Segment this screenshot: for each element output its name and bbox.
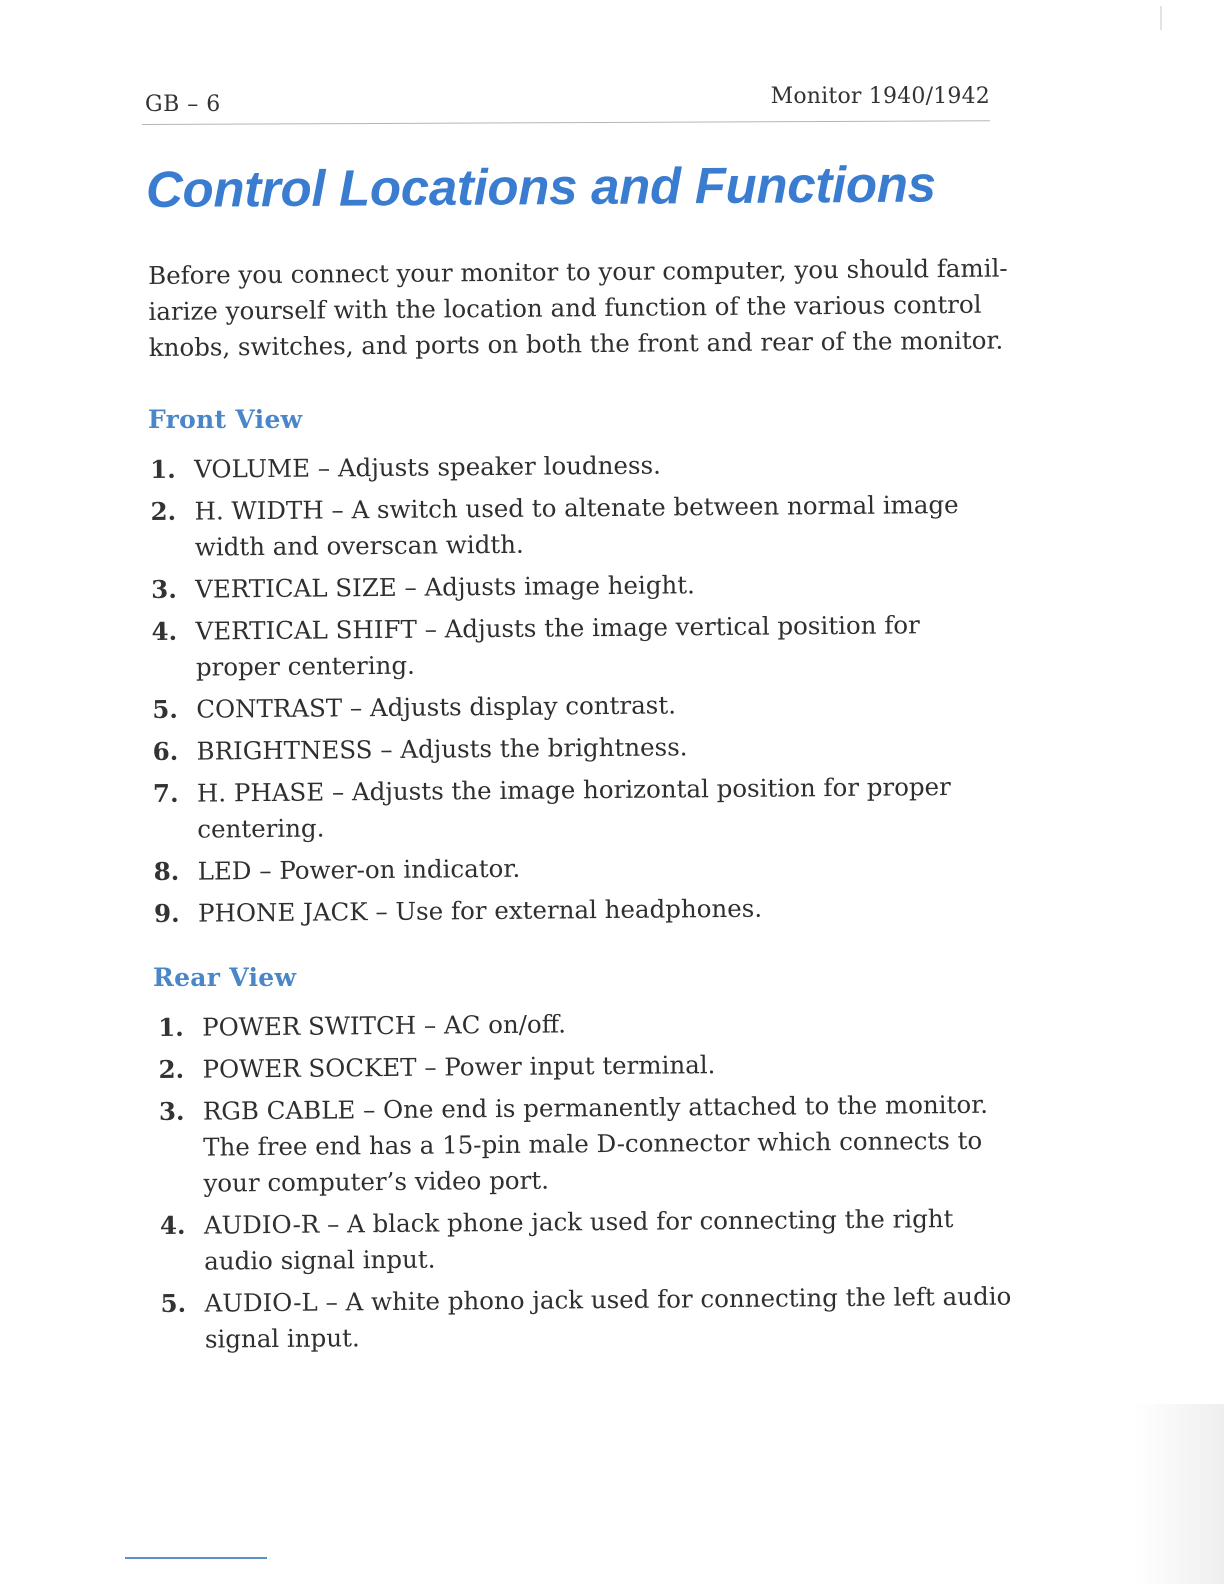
item-number: 6. bbox=[152, 736, 179, 766]
item-text: PHONE JACK – Use for external headphones. bbox=[197, 893, 763, 928]
list-item bbox=[158, 1044, 1018, 1088]
item-text: The free end has a 15-pin male D-connector which connects to bbox=[203, 1125, 983, 1162]
item-text: signal input. bbox=[204, 1323, 360, 1354]
item-text: CONTRAST – Adjusts display contrast. bbox=[196, 690, 677, 724]
intro-line: knobs, switches, and ports on both the front and rear of the monitor. bbox=[148, 325, 1004, 362]
list-item bbox=[159, 1086, 1020, 1202]
item-number: 8. bbox=[153, 856, 180, 886]
item-text: BRIGHTNESS – Adjusts the brightness. bbox=[196, 732, 688, 766]
list-item bbox=[152, 684, 1012, 728]
list-item bbox=[154, 888, 1014, 932]
list-item bbox=[152, 726, 1012, 770]
header-divider bbox=[142, 120, 990, 125]
item-text: POWER SOCKET – Power input terminal. bbox=[202, 1050, 716, 1084]
item-number: 5. bbox=[160, 1288, 187, 1318]
item-number: 1. bbox=[158, 1012, 184, 1042]
item-text: H. WIDTH – A switch used to altenate between normal image bbox=[194, 489, 959, 526]
list-item bbox=[153, 768, 1014, 848]
item-number: 4. bbox=[151, 616, 178, 646]
item-number: 2. bbox=[158, 1054, 185, 1084]
item-text: H. PHASE – Adjusts the image horizontal position for proper bbox=[196, 772, 951, 808]
list-item bbox=[158, 1002, 1018, 1046]
item-text: VOLUME – Adjusts speaker loudness. bbox=[194, 450, 661, 484]
list-item bbox=[150, 444, 1010, 488]
item-number: 2. bbox=[150, 496, 177, 526]
page-shadow bbox=[1134, 1404, 1224, 1584]
rear-view-list bbox=[158, 1002, 1021, 1363]
item-number: 9. bbox=[153, 898, 180, 928]
item-text: AUDIO-R – A black phone jack used for connecting the right bbox=[203, 1204, 954, 1240]
item-number: 1. bbox=[150, 454, 176, 484]
item-text: your computer’s video port. bbox=[203, 1165, 550, 1198]
front-view-list bbox=[150, 444, 1014, 937]
item-number: 3. bbox=[158, 1096, 185, 1126]
intro-paragraph bbox=[148, 250, 1009, 366]
item-number: 3. bbox=[151, 574, 177, 604]
item-text: VERTICAL SIZE – Adjusts image height. bbox=[195, 570, 696, 604]
item-number: 7. bbox=[152, 778, 179, 808]
page-edge-mark bbox=[1160, 6, 1162, 30]
list-item bbox=[154, 846, 1014, 890]
list-item bbox=[160, 1278, 1021, 1358]
list-item bbox=[150, 486, 1011, 566]
item-number: 4. bbox=[159, 1210, 186, 1240]
item-text: centering. bbox=[197, 813, 325, 844]
item-text: VERTICAL SHIFT – Adjusts the image vertical position for bbox=[195, 610, 920, 646]
list-item bbox=[151, 606, 1012, 686]
intro-line: iarize yourself with the location and function of the various control bbox=[148, 289, 982, 326]
footer-divider bbox=[125, 1557, 267, 1559]
item-text: audio signal input. bbox=[204, 1244, 436, 1276]
item-text: AUDIO-L – A white phono jack used for connecting the left audio bbox=[204, 1281, 1012, 1318]
front-view-heading: Front View bbox=[148, 405, 303, 434]
item-text: LED – Power-on indicator. bbox=[197, 853, 521, 886]
rear-view-heading: Rear View bbox=[153, 963, 297, 992]
item-text: RGB CABLE – One end is permanently attached to the monitor. bbox=[202, 1089, 989, 1126]
item-text: POWER SWITCH – AC on/off. bbox=[202, 1009, 567, 1042]
item-number: 5. bbox=[152, 694, 178, 724]
item-text: proper centering. bbox=[195, 650, 415, 682]
running-header-model: Monitor 1940/1942 bbox=[770, 84, 990, 109]
item-text: width and overscan width. bbox=[194, 529, 524, 562]
page-number: GB – 6 bbox=[145, 92, 221, 117]
list-item bbox=[160, 1200, 1021, 1280]
page-title: Control Locations and Functions bbox=[145, 155, 936, 218]
intro-line: Before you connect your monitor to your computer, you should famil- bbox=[148, 253, 1008, 290]
list-item bbox=[151, 564, 1011, 608]
